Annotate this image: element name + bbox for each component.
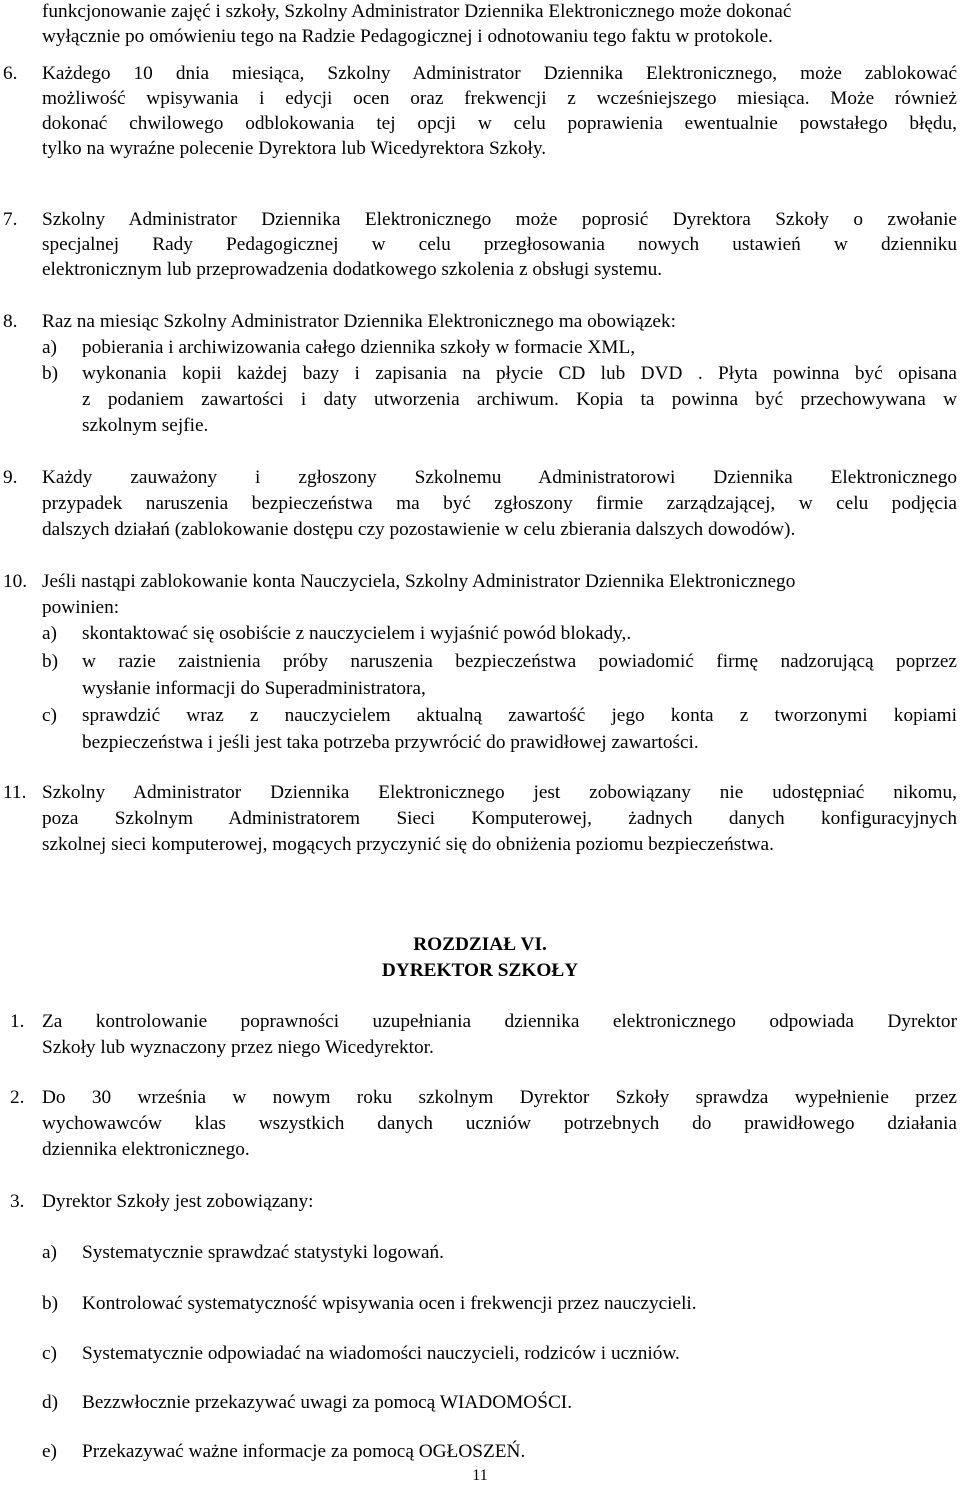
text-line: wykonania kopii każdej bazy i zapisania na płycie CD lub DVD . Płyta powinna być opisana: [82, 363, 957, 384]
text-line: dziennika elektronicznego.: [42, 1139, 250, 1160]
text-line: Za kontrolowanie poprawności uzupełniania dziennika elektronicznego odpowiada Dyrektor: [42, 1011, 957, 1032]
sub-item-label: b): [42, 1293, 59, 1314]
text-line: dalszych działań (zablokowanie dostępu czy pozostawienie w celu zbierania dalszych dowodów).: [42, 519, 796, 540]
text-line: Systematycznie odpowiadać na wiadomości nauczycieli, rodziców i uczniów.: [82, 1343, 680, 1364]
item-number: 9.: [3, 467, 18, 488]
sub-item-label: a): [42, 623, 57, 644]
sub-item-label: c): [42, 705, 57, 726]
sub-item-label: b): [42, 651, 59, 672]
text-line: przypadek naruszenia bezpieczeństwa ma być zgłoszony firmie zarządzającej, w celu podjęcia: [42, 493, 957, 514]
sub-item-label: a): [42, 1242, 57, 1263]
item-number: 7.: [3, 209, 18, 230]
item-number: 2.: [10, 1087, 25, 1108]
text-line: Systematycznie sprawdzać statystyki logowań.: [82, 1242, 444, 1263]
text-line: Przekazywać ważne informacje za pomocą OGŁOSZEŃ.: [82, 1441, 526, 1462]
sub-item-label: b): [42, 363, 59, 384]
text-line: Szkolny Administrator Dziennika Elektronicznego może poprosić Dyrektora Szkoły o zwołanie: [42, 209, 957, 230]
text-line: Do 30 września w nowym roku szkolnym Dyrektor Szkoły sprawdza wypełnienie przez: [42, 1087, 957, 1108]
text-line: elektronicznym lub przeprowadzenia dodatkowego szkolenia z obsługi systemu.: [42, 259, 663, 280]
text-line: z podaniem zawartości i daty utworzenia archiwum. Kopia ta powinna być przechowywana w: [82, 389, 957, 410]
text-line: powinien:: [42, 597, 120, 618]
text-line: wysłanie informacji do Superadministratora,: [82, 678, 426, 699]
item-number: 10.: [3, 571, 28, 592]
text-line: szkolnym sejfie.: [82, 415, 209, 436]
text-line: Kontrolować systematyczność wpisywania ocen i frekwencji przez nauczycieli.: [82, 1293, 697, 1314]
text-line: Każdy zauważony i zgłoszony Szkolnemu Administratorowi Dziennika Elektronicznego: [42, 467, 957, 488]
text-line: wychowawców klas wszystkich danych uczniów potrzebnych do prawidłowego działania: [42, 1113, 957, 1134]
chapter-subtitle: DYREKTOR SZKOŁY: [381, 960, 579, 981]
text-line: specjalnej Rady Pedagogicznej w celu przegłosowania nowych ustawień w dzienniku: [42, 234, 957, 255]
item-number: 1.: [10, 1011, 25, 1032]
sub-item-label: c): [42, 1343, 57, 1364]
text-line: wyłącznie po omówieniu tego na Radzie Pedagogicznej i odnotowaniu tego faktu w protokole.: [42, 26, 773, 47]
text-line: Dyrektor Szkoły jest zobowiązany:: [42, 1191, 314, 1212]
text-line: bezpieczeństwa i jeśli jest taka potrzeba przywrócić do prawidłowej zawartości.: [82, 732, 699, 753]
text-line: dokonać chwilowego odblokowania tej opcji w celu poprawienia ewentualnie powstałego błędu,: [42, 113, 957, 134]
sub-item-label: d): [42, 1392, 59, 1413]
item-number: 8.: [3, 311, 18, 332]
item-number: 6.: [3, 63, 18, 84]
item-number: 11.: [3, 782, 27, 803]
item-number: 3.: [10, 1191, 25, 1212]
text-line: funkcjonowanie zajęć i szkoły, Szkolny Administrator Dziennika Elektronicznego może dokonać: [42, 1, 792, 22]
sub-item-label: a): [42, 337, 57, 358]
text-line: możliwość wpisywania i edycji ocen oraz frekwencji z wcześniejszego miesiąca. Może również: [42, 88, 957, 109]
text-line: Każdego 10 dnia miesiąca, Szkolny Administrator Dziennika Elektronicznego, może zablokować: [42, 63, 957, 84]
text-line: poza Szkolnym Administratorem Sieci Komputerowej, żadnych danych konfiguracyjnych: [42, 808, 957, 829]
chapter-title: ROZDZIAŁ VI.: [413, 934, 547, 955]
text-line: pobierania i archiwizowania całego dziennika szkoły w formacie XML,: [82, 337, 636, 358]
text-line: sprawdzić wraz z nauczycielem aktualną zawartość jego konta z tworzonymi kopiami: [82, 705, 957, 726]
text-line: Raz na miesiąc Szkolny Administrator Dziennika Elektronicznego ma obowiązek:: [42, 311, 676, 332]
text-line: tylko na wyraźne polecenie Dyrektora lub Wicedyrektora Szkoły.: [42, 138, 547, 159]
text-line: w razie zaistnienia próby naruszenia bezpieczeństwa powiadomić firmę nadzorującą poprzez: [82, 651, 957, 672]
text-line: Szkolny Administrator Dziennika Elektronicznego jest zobowiązany nie udostępniać nikomu,: [42, 782, 957, 803]
text-line: skontaktować się osobiście z nauczycielem i wyjaśnić powód blokady,.: [82, 623, 632, 644]
sub-item-label: e): [42, 1441, 57, 1462]
text-line: Szkoły lub wyznaczony przez niego Wicedyrektor.: [42, 1037, 434, 1058]
text-line: Jeśli nastąpi zablokowanie konta Nauczyciela, Szkolny Administrator Dziennika Elektronicznego: [42, 571, 796, 592]
text-line: szkolnej sieci komputerowej, mogących przyczynić się do obniżenia poziomu bezpieczeństwa.: [42, 834, 774, 855]
page-number: 11: [472, 1467, 488, 1484]
text-line: Bezzwłocznie przekazywać uwagi za pomocą WIADOMOŚCI.: [82, 1392, 573, 1413]
